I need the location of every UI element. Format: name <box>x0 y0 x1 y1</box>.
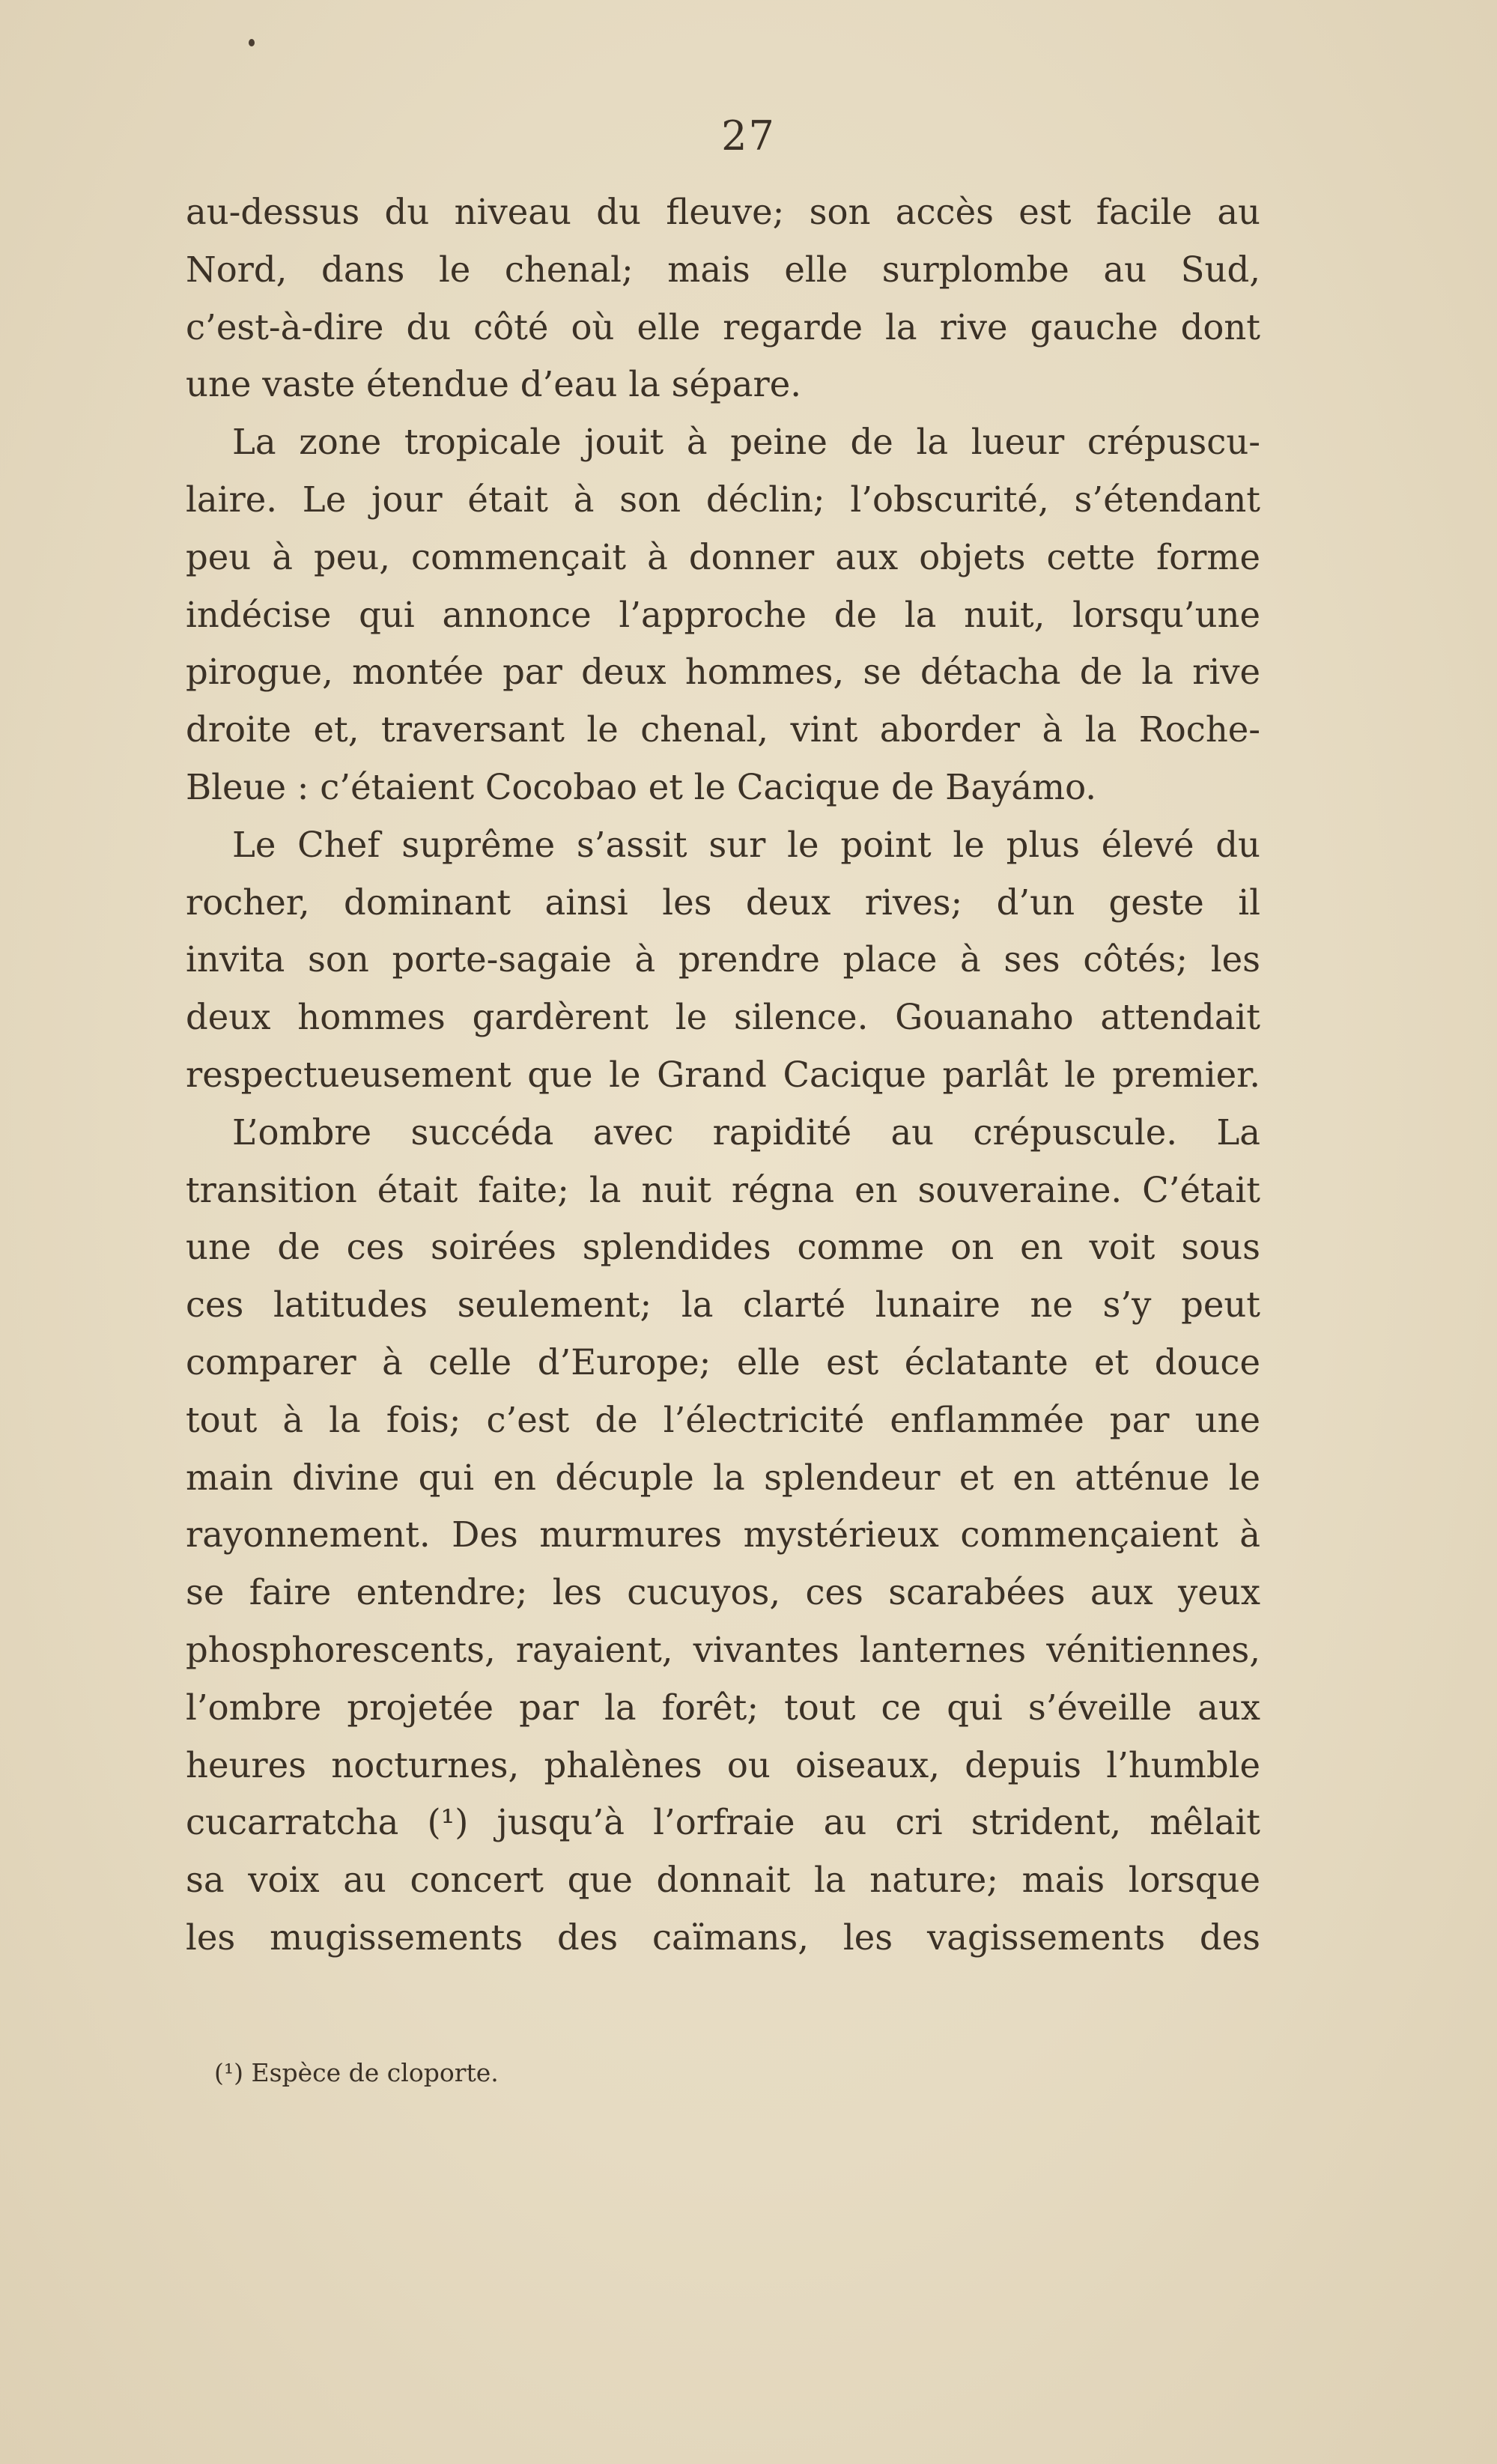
text-line: invita son porte-sagaie à prendre place à ses côtés; les <box>186 939 1260 980</box>
text-line: indécise qui annonce l’approche de la nuit, lorsqu’une <box>186 594 1260 635</box>
text-line: ces latitudes seulement; la clarté lunaire ne s’y peut <box>186 1284 1260 1326</box>
text-line: transition était faite; la nuit régna en souveraine. C’était <box>186 1169 1260 1210</box>
text-line: tout à la fois; c’est de l’électricité enflammée par une <box>186 1399 1260 1440</box>
footnote-marker: (¹) <box>214 2058 243 2087</box>
text-line: une vaste étendue d’eau la sépare. <box>186 364 802 405</box>
text-line: une de ces soirées splendides comme on en voit sous <box>186 1227 1260 1268</box>
text-line: droite et, traversant le chenal, vint aborder à la Roche- <box>186 709 1260 750</box>
page-number: 27 <box>721 112 776 160</box>
text-line: rayonnement. Des murmures mystérieux commençaient à <box>186 1514 1260 1556</box>
footnote-text: Espèce de cloporte. <box>251 2058 499 2087</box>
footnote <box>214 2057 499 2090</box>
ink-speck <box>249 39 255 46</box>
text-line: laire. Le jour était à son déclin; l’obscurité, s’étendant <box>186 479 1260 520</box>
text-line: peu à peu, commençait à donner aux objets cette forme <box>186 536 1260 577</box>
text-line: au-dessus du niveau du fleuve; son accès est facile au <box>186 192 1260 232</box>
text-line: L’ombre succéda avec rapidité au crépuscule. La <box>232 1111 1260 1153</box>
body-text <box>186 183 1260 1967</box>
text-line: heures nocturnes, phalènes ou oiseaux, depuis l’humble <box>186 1744 1260 1785</box>
text-line: Nord, dans le chenal; mais elle surplombe au Sud, <box>186 249 1260 290</box>
text-line: comparer à celle d’Europe; elle est éclatante et douce <box>186 1341 1260 1383</box>
text-line: Le Chef suprême s’assit sur le point le plus élevé du <box>232 824 1260 865</box>
text-line: les mugissements des caïmans, les vagissements des <box>186 1917 1260 1958</box>
text-line: sa voix au concert que donnait la nature; mais lorsque <box>186 1860 1260 1901</box>
text-line: pirogue, montée par deux hommes, se détacha de la rive <box>186 652 1260 693</box>
text-line: phosphorescents, rayaient, vivantes lanternes vénitiennes, <box>186 1629 1260 1670</box>
text-line: Bleue : c’étaient Cocobao et le Cacique de Bayámo. <box>186 766 1097 807</box>
text-line: rocher, dominant ainsi les deux rives; d’un geste il <box>186 881 1260 923</box>
text-line: respectueusement que le Grand Cacique parlât le premier. <box>186 1054 1260 1095</box>
text-line: c’est-à-dire du côté où elle regarde la rive gauche dont <box>186 306 1260 348</box>
text-line: La zone tropicale jouit à peine de la lueur crépuscu- <box>232 422 1260 463</box>
text-line: l’ombre projetée par la forêt; tout ce qui s’éveille aux <box>186 1687 1260 1728</box>
text-line: cucarratcha (¹) jusqu’à l’orfraie au cri strident, mêlait <box>186 1802 1260 1843</box>
text-line: se faire entendre; les cucuyos, ces scarabées aux yeux <box>186 1572 1260 1613</box>
text-line: deux hommes gardèrent le silence. Gouanaho attendait <box>186 997 1260 1038</box>
text-line: main divine qui en décuple la splendeur et en atténue le <box>186 1457 1260 1498</box>
